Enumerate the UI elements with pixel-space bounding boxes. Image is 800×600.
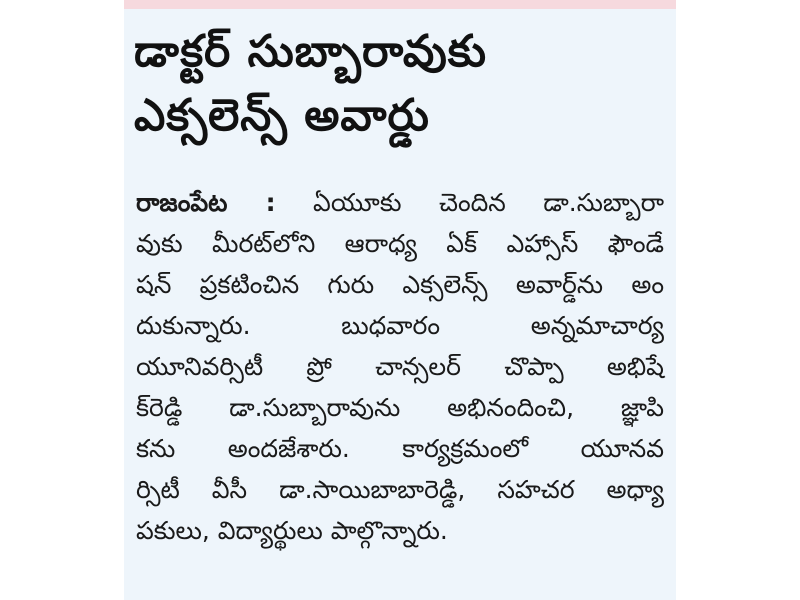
body-line-1-text: ఏయూకు చెందిన డా.సుబ్బారా (275, 188, 664, 217)
clipping-top-border (124, 0, 676, 9)
body-line-2: వుకు మీరట్‌లోని ఆరాధ్య ఏక్ ఎహ్సాస్ ఫౌండే (136, 229, 664, 258)
article-headline (134, 20, 669, 148)
body-line-6: క్‌రెడ్డి డా.సుబ్బారావును అభినందించి, జ్ఞాపి (136, 393, 664, 422)
headline-line-2: ఎక్సలెన్స్ అవార్డు (134, 90, 430, 141)
article-body (136, 182, 664, 551)
body-line-1 (136, 182, 664, 223)
headline-line-1: డాక్టర్ సుబ్బారావుకు (134, 26, 487, 77)
body-line-8: ర్సిటీ వీసీ డా.సాయిబాబారెడ్డి, సహచర అధ్యా (136, 475, 664, 504)
body-line-3: షన్ ప్రకటించిన గురు ఎక్సలెన్స్ అవార్డ్‌ను అం (136, 270, 664, 299)
body-line-4: దుకున్నారు. బుధవారం అన్నమాచార్య (136, 311, 664, 340)
body-line-7: కను అందజేశారు. కార్యక్రమంలో యూనవ (136, 434, 664, 463)
article-dateline: రాజంపేట : (136, 188, 276, 217)
body-line-5: యూనివర్సిటీ ప్రో చాన్సలర్ చొప్పా అభిషే (136, 352, 664, 381)
body-line-9: పకులు, విద్యార్థులు పాల్గొన్నారు. (136, 516, 448, 545)
newspaper-clipping (124, 0, 676, 600)
